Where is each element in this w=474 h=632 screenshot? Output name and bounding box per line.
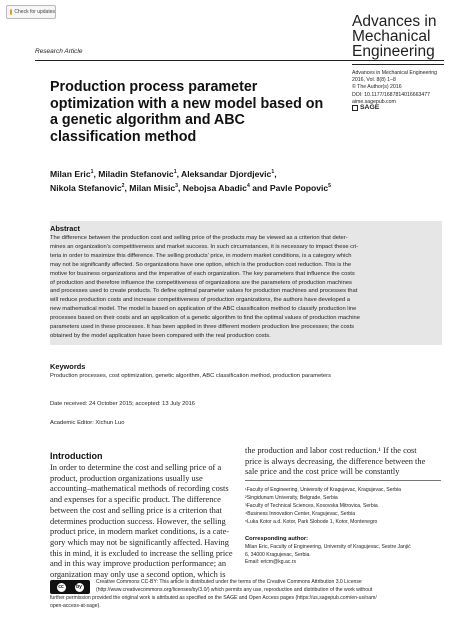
introduction-heading: Introduction xyxy=(50,451,103,461)
journal-name-line: Engineering xyxy=(352,43,435,60)
abstract-heading: Abstract xyxy=(50,224,80,233)
body-line: organization may only use a second option, which is xyxy=(50,570,226,580)
abstract-line: mines an organization’s competitiveness and market success. In such circumstances, it is necessary to impact these cri- xyxy=(50,243,359,250)
body-line: determines production success. However, the selling xyxy=(50,516,226,526)
author-name: Aleksandar Djordjevic xyxy=(181,169,272,179)
publisher-logo xyxy=(352,104,379,111)
abstract-line: new mathematical model. The model is based on application of the ABC classification method to classify production line xyxy=(50,306,357,313)
correspondence-line: Milan Eric, Faculty of Engineering, University of Kragujevac, Sestre Janjić xyxy=(245,544,411,550)
abstract-line: processes based on their costs and an application of a genetic algorithm to find the optimal values of production machine xyxy=(50,315,360,322)
author-name: Nebojsa Abadic xyxy=(182,183,247,193)
body-line: accounting–mathematical methods of recording costs xyxy=(50,484,229,494)
body-line: between the cost and selling price is a criterion that xyxy=(50,505,222,515)
author-name: Nikola Stefanovic xyxy=(50,183,122,193)
license-line: further permission provided the original work is attributed as specified on the SAGE and Open Access pages (https://us.sagepub.com/en-us/nam/ xyxy=(50,595,377,601)
journal-name-line: Mechanical xyxy=(352,28,431,45)
correspondence-email-link[interactable]: Email: ericm@kg.ac.rs xyxy=(245,559,297,566)
author-affiliation-mark: 5 xyxy=(328,183,332,190)
journal-meta-line: DOI: 10.1177/1687814016663477 xyxy=(352,91,431,98)
introduction-text xyxy=(50,463,233,581)
body-line: In order to determine the cost and selling price of a xyxy=(50,463,222,472)
corresponding-author-details xyxy=(245,544,443,567)
journal-meta-line: © The Author(s) 2016 xyxy=(352,84,402,91)
abstract-line: motive for business organizations and the imperative of each organization. The key parameters that influence the costs xyxy=(50,270,355,277)
author-affiliation-mark: 3 xyxy=(175,183,179,190)
affiliation: ²Singidunum University, Belgrade, Serbia xyxy=(245,495,338,501)
journal-name-line: Advances in xyxy=(352,13,437,30)
license-line: Creative Commons CC-BY: This article is distributed under the terms of the Creative Commons Attribution 3.0 License xyxy=(96,579,362,585)
affiliations xyxy=(245,486,443,526)
license-text-continued xyxy=(50,595,446,611)
abstract-line: may not be significantly affected. So organizations have one option, which is the production cost reduction. This is the xyxy=(50,261,352,268)
author-name: Milan Eric xyxy=(50,169,91,179)
journal-meta-line: Advances in Mechanical Engineering xyxy=(352,70,438,76)
journal-meta-rule xyxy=(352,64,444,65)
check-for-updates-label: Check for updates xyxy=(14,9,55,15)
author-line: Nikola Stefanovic$^2$, Milan Misic$^3$, Nebojsa Abadic$^4$ and Pavle Popovic$^5$ xyxy=(50,183,332,193)
body-line: product price, in modern market conditions, is a cate- xyxy=(50,527,230,537)
journal-name xyxy=(352,14,436,59)
cc-icon: cc xyxy=(58,584,64,590)
author-name: Pavle Popovic xyxy=(269,183,329,193)
body-line: gory which may not be significantly affected. Having xyxy=(50,537,229,547)
academic-editor: Academic Editor: Xichun Luo xyxy=(50,420,125,426)
attribution-icon: by xyxy=(76,584,82,590)
abstract-text xyxy=(50,234,442,341)
keywords-text: Production processes, cost optimization, genetic algorithm, ABC classification method, production parameters xyxy=(50,373,331,379)
keywords-heading: Keywords xyxy=(50,362,86,371)
author-line: Milan Eric$^1$, Miladin Stefanovic$^1$, Aleksandar Djordjevic$^1$, xyxy=(50,169,277,179)
affiliation: ⁴Business Innovation Center, Kragujevac, Serbia xyxy=(245,511,356,517)
header-rule xyxy=(35,60,444,61)
publisher-name: SAGE xyxy=(360,104,380,111)
body-line: product, production organizations usually use xyxy=(50,473,203,483)
correspondence-line: 6, 34000 Kragujevac, Serbia. xyxy=(245,551,311,558)
author-name: Miladin Stefanovic xyxy=(98,169,174,179)
paper-title: Production process parameter optimization with a new model based on a genetic algorithm and ABC classification method xyxy=(50,79,324,145)
author-affiliation-mark: 1 xyxy=(90,169,94,176)
right-column-text xyxy=(245,446,441,478)
abstract-line: of production and therefore influence the competitiveness of organizations are the parameters of production machines xyxy=(50,279,352,286)
body-line: sale price and the cost price will be constantly xyxy=(245,467,400,477)
affiliation: ³Faculty of Technical Sciences, Kosovska Mitrovica, Serbia xyxy=(245,503,378,509)
author-list xyxy=(50,167,390,195)
author-affiliation-mark: 1 xyxy=(271,169,275,176)
license-text xyxy=(96,579,446,595)
article-type: Research Article xyxy=(35,48,83,55)
abstract-line: The difference between the production cost and selling price of the products may be viewed as a criterion that deter- xyxy=(50,235,348,241)
author-affiliation-mark: 1 xyxy=(173,169,177,176)
body-line: this in mind, it is excluded to increase the selling price xyxy=(50,548,233,558)
body-line: price is always decreasing, the difference between the xyxy=(245,456,426,466)
update-check-icon xyxy=(10,9,12,15)
footnote-rule xyxy=(245,480,441,481)
submission-dates: Date received: 24 October 2015; accepted: 13 July 2016 xyxy=(50,401,196,407)
affiliation: ¹Faculty of Engineering, University of Kragujevac, Kragujevac, Serbia xyxy=(245,487,402,493)
license-link[interactable]: (http://www.creativecommons.org/licenses/by/3.0/) which permits any use, reproduction and distribution of the work without xyxy=(96,586,373,593)
body-line: and in this way improve production performance; an xyxy=(50,559,227,569)
body-line: and expenses for a specific product. The difference xyxy=(50,495,221,505)
body-line: the production and labor cost reduction.¹ If the cost xyxy=(245,446,417,455)
check-for-updates-button[interactable] xyxy=(6,5,56,19)
journal-url-link[interactable]: aime.sagepub.com xyxy=(352,98,396,105)
license-line: open-access-at-sage). xyxy=(50,602,101,609)
author-name: Milan Misic xyxy=(129,183,176,193)
journal-meta-line: 2016, Vol. 8(8) 1–8 xyxy=(352,77,396,84)
author-affiliation-mark: 4 xyxy=(246,183,250,190)
abstract-line: and processes used to create products. To define optimal parameter values for production machines and processes that xyxy=(50,288,358,295)
affiliation: ⁵Luka Kotor a.d. Kotor, Park Slobode 1, Kotor, Montenegro xyxy=(245,519,378,525)
corresponding-author-heading: Corresponding author: xyxy=(245,536,309,542)
sage-logo-icon xyxy=(352,105,358,111)
abstract-line: parameters used in these processes. It has been applied in three different modern production line processes; the costs xyxy=(50,324,355,331)
abstract-line: obtained by the model application have been compared with the real production costs. xyxy=(50,332,271,339)
abstract-line: will reduce production costs and increase competitiveness of production organizations, the authors have developed a xyxy=(50,297,351,304)
journal-meta xyxy=(352,70,437,106)
abstract-line: teria in order to maximize this difference. The selling products’ price, in modern market conditions, is a category which xyxy=(50,252,352,259)
author-affiliation-mark: 2 xyxy=(121,183,125,190)
cc-by-license-badge[interactable] xyxy=(50,580,90,594)
